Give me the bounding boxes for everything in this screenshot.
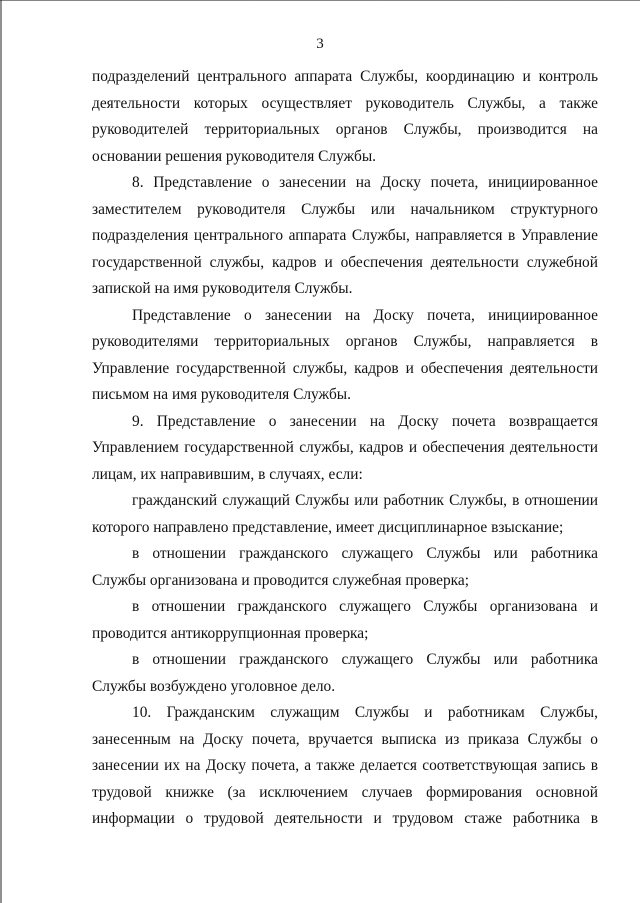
paragraph-item-9: 9. Представление о занесении на Доску почета возвращается Управлением государственной службы, кадров и обеспечения деятельности лицам, их направившим, в случаях, если: [92, 412, 598, 483]
paragraph-continuation: подразделений центрального аппарата Службы, координацию и контроль деятельности которых осуществляет руководитель Службы, а также руководителей территориальных органов Службы, производится на основании решения руководителя Службы. [92, 68, 598, 165]
paragraph-item-8: 8. Представление о занесении на Доску почета, инициированное заместителем руководителя Службы или начальником структурного подразделения центрального аппарата Службы, направляется в Управление государственной службы, кадров и обеспечения деятельности служебной запиской на имя руководителя Службы. [92, 174, 598, 297]
paragraph-item-8-second: Представление о занесении на Доску почета, инициированное руководителями территориальных органов Службы, направляется в Управление государственной службы, кадров и обеспечения деятельности письмом на имя руководителя Службы. [92, 306, 598, 403]
paragraph-condition-disciplinary: гражданский служащий Службы или работник Службы, в отношении которого направлено представление, имеет дисциплинарное взыскание; [92, 492, 598, 536]
paragraph-condition-service-check: в отношении гражданского служащего Службы или работника Службы организована и проводится служебная проверка; [92, 545, 598, 589]
paragraph-item-10: 10. Гражданским служащим Службы и работникам Службы, занесенным на Доску почета, вручается выписка из приказа Службы о занесении их на Доску почета, а также делается соответствующая запись в трудовой книжке (за исключением случаев формирования основной информации о трудовой деятельности и трудовом стаже работника в [92, 704, 598, 827]
page-number: 3 [316, 36, 324, 52]
document-body [92, 64, 598, 833]
scan-border-top [0, 0, 640, 3]
scan-border-left [0, 0, 2, 903]
paragraph-condition-criminal-case: в отношении гражданского служащего Службы или работника Службы возбуждено уголовное дело. [92, 651, 598, 695]
paragraph-condition-anticorruption-check: в отношении гражданского служащего Службы организована и проводится антикоррупционная проверка; [92, 598, 598, 642]
